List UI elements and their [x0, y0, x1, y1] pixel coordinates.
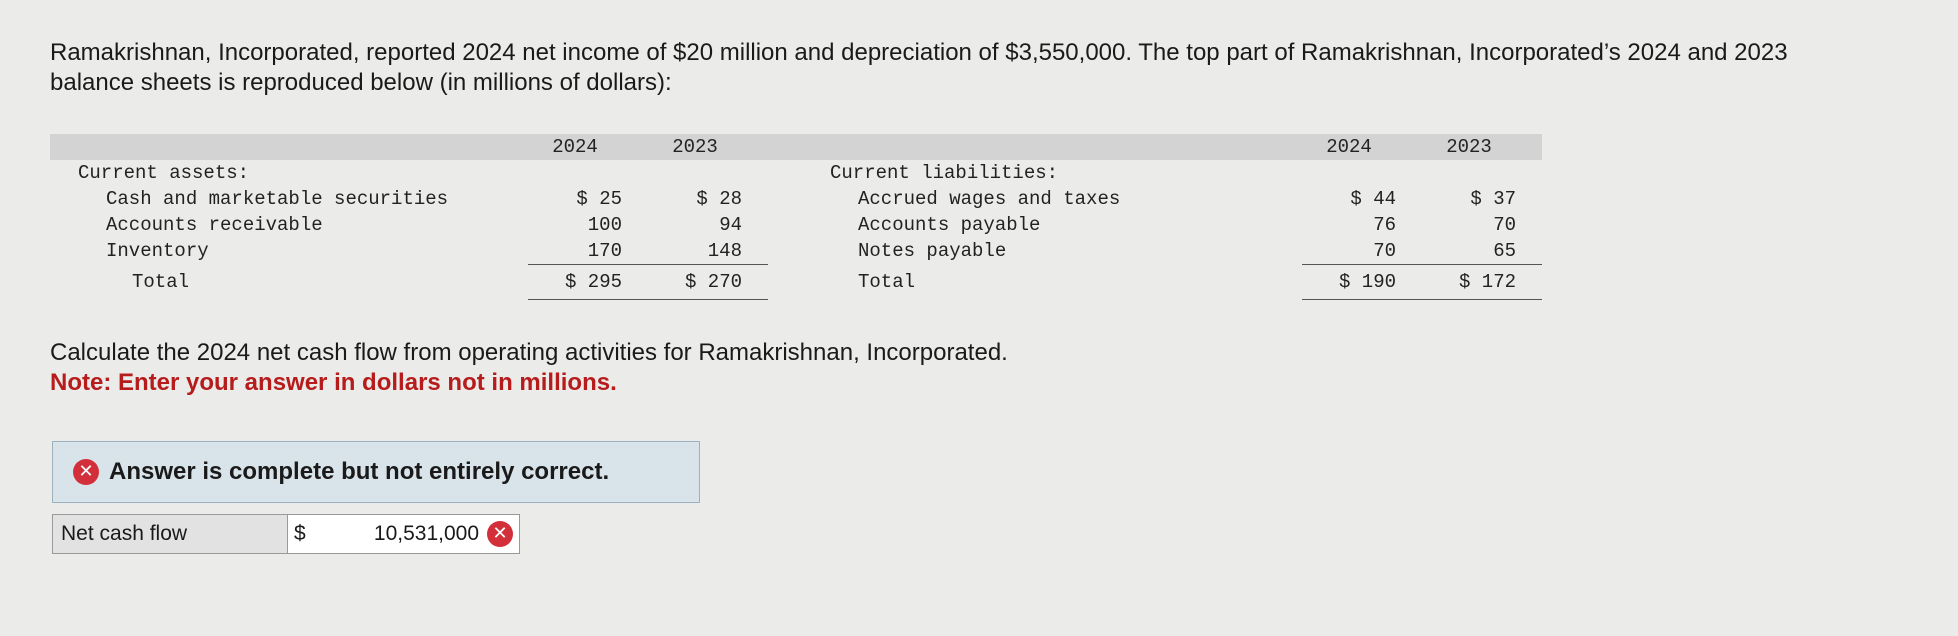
asset-label: Accounts receivable	[106, 214, 323, 236]
year-header-2023-liabilities: 2023	[1422, 134, 1542, 160]
result-banner	[52, 441, 700, 503]
answer-row	[52, 514, 520, 554]
question-text: Calculate the 2024 net cash flow from operating activities for Ramakrishnan, Incorporated.	[50, 339, 1008, 366]
asset-value-2023: 148	[648, 238, 768, 265]
total-row	[50, 265, 1542, 300]
liability-value-2024: 70	[1302, 238, 1422, 265]
asset-value-2024: 100	[587, 214, 622, 236]
assets-total-label: Total	[132, 271, 190, 293]
year-header-2024-assets: 2024	[528, 134, 648, 160]
table-row	[50, 238, 1542, 265]
x-circle-icon: ✕	[73, 459, 99, 485]
currency-symbol: $	[294, 522, 306, 545]
asset-label: Cash and marketable securities	[106, 188, 449, 210]
asset-value-2024: 170	[528, 238, 648, 265]
assets-total-2023: $ 270	[648, 265, 768, 300]
asset-value-2023: 94	[719, 214, 742, 236]
asset-value-2024: $ 25	[576, 188, 622, 210]
liability-value-2024: 76	[1373, 214, 1396, 236]
liability-value-2024: $ 44	[1350, 188, 1396, 210]
net-cash-flow-input[interactable]	[288, 514, 520, 554]
liability-value-2023: 65	[1422, 238, 1542, 265]
question-block	[50, 338, 1008, 398]
asset-value-2023: $ 28	[696, 188, 742, 210]
balance-sheet-table	[50, 134, 1542, 300]
table-row	[50, 186, 1542, 212]
liability-label: Accrued wages and taxes	[858, 188, 1121, 210]
current-assets-heading: Current assets:	[78, 162, 250, 184]
asset-label: Inventory	[106, 240, 209, 263]
question-note: Note: Enter your answer in dollars not in millions.	[50, 369, 617, 396]
table-header-row	[50, 134, 1542, 160]
result-message: Answer is complete but not entirely correct.	[109, 458, 610, 485]
liability-value-2023: 70	[1493, 214, 1516, 236]
liabilities-total-2023: $ 172	[1422, 265, 1542, 300]
table-row	[50, 160, 1542, 186]
liability-value-2023: $ 37	[1470, 188, 1516, 210]
problem-statement: Ramakrishnan, Incorporated, reported 2024 net income of $20 million and depreciation of $3,550,000. The top part of Ramakrishnan, Incorporated’s 2024 and 2023 balance sheets is reproduced below (in millions of dollars):	[50, 39, 1788, 96]
liability-label: Notes payable	[858, 240, 1007, 263]
assets-total-2024: $ 295	[528, 265, 648, 300]
year-header-2023-assets: 2023	[648, 134, 768, 160]
liabilities-total-2024: $ 190	[1302, 265, 1422, 300]
net-cash-flow-value[interactable]: 10,531,000	[373, 522, 479, 545]
year-header-2024-liabilities: 2024	[1302, 134, 1422, 160]
liability-label: Accounts payable	[858, 214, 1041, 236]
table-row	[50, 212, 1542, 238]
incorrect-x-icon: ✕	[487, 521, 513, 547]
current-liabilities-heading: Current liabilities:	[830, 162, 1059, 184]
answer-label: Net cash flow	[52, 514, 288, 554]
liabilities-total-label: Total	[858, 271, 916, 293]
